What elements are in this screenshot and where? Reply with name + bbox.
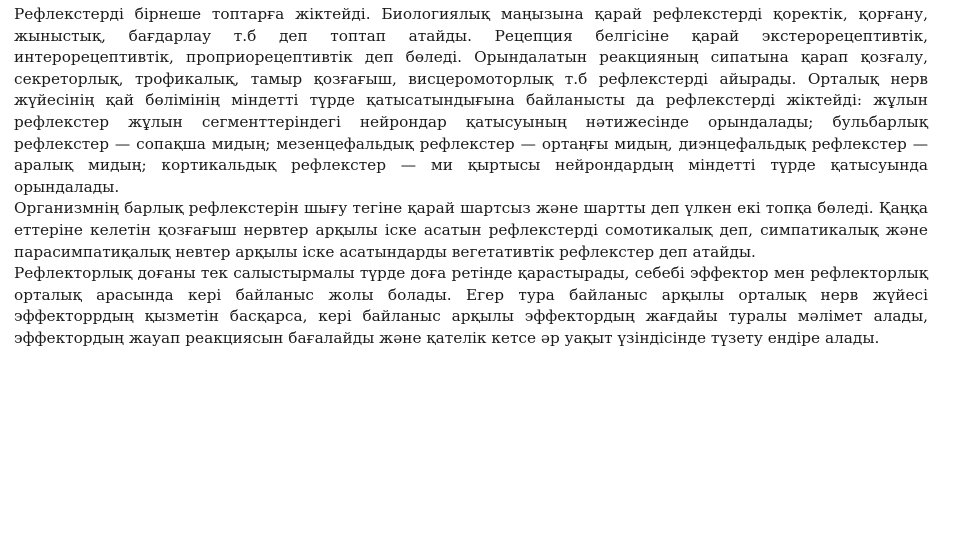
paragraph-conditioned-unconditioned: Организмнің барлық рефлекстерін шығу тегіне қарай шартсыз және шартты деп үлкен екі топқа бөледі. Қаңқа еттеріне келетін қозғағыш нервтер арқылы іске асатын рефлекстерді сомотикалық деп, симпатикалық және парасимпатиқалық невтер арқылы іске асатындарды вегетативтік рефлекстер деп атайды. (14, 199, 928, 261)
document-body (14, 4, 928, 350)
paragraph-reflex-arc: Рефлекторлық доғаны тек салыстырмалы түрде доға ретінде қарастырады, себебі эффектор мен рефлекторлық орталық арасында кері байланыс жолы болады. Егер тура байланыс арқылы орталық нерв жүйесі эффекторрдың қызметін басқарса, кері байланыс арқылы эффектордың жағдайы туралы мәлімет алады, эффектордың жауап реакциясын бағалайды және қателік кетсе әр уақыт үзіндісінде түзету ендіре алады. (14, 264, 928, 347)
paragraph-reflex-classification: Рефлекстерді бірнеше топтарға жіктейді. Биологиялық маңызына қарай рефлекстерді қоректік, қорғану, жыныстық, бағдарлау т.б деп топтап атайды. Рецепция белгісіне қарай экстерорецептивтік, интерорецептивтік, проприорецептивтік деп бөледі. Орындалатын реакцияның сипатына қарап қозғалу, секреторлық, трофикалық, тамыр қозғағыш, висцеромоторлық т.б рефлекстерді айырады. Орталық нерв жүйесінің қай бөлімінің міндетті түрде қатысатындығына байланысты да рефлекстерді жіктейді: жұлын рефлекстер жұлын сегменттеріндегі нейрондар қатысуының нәтижесінде орындалады; бульбарлық рефлекстер — сопақша мидың; мезенцефальдық рефлекстер — ортаңғы мидың, диэнцефальдық рефлекстер — аралық мидың; кортикальдық рефлекстер — ми қыртысы нейрондардың міндетті түрде қатысуында орындалады. (14, 5, 928, 196)
